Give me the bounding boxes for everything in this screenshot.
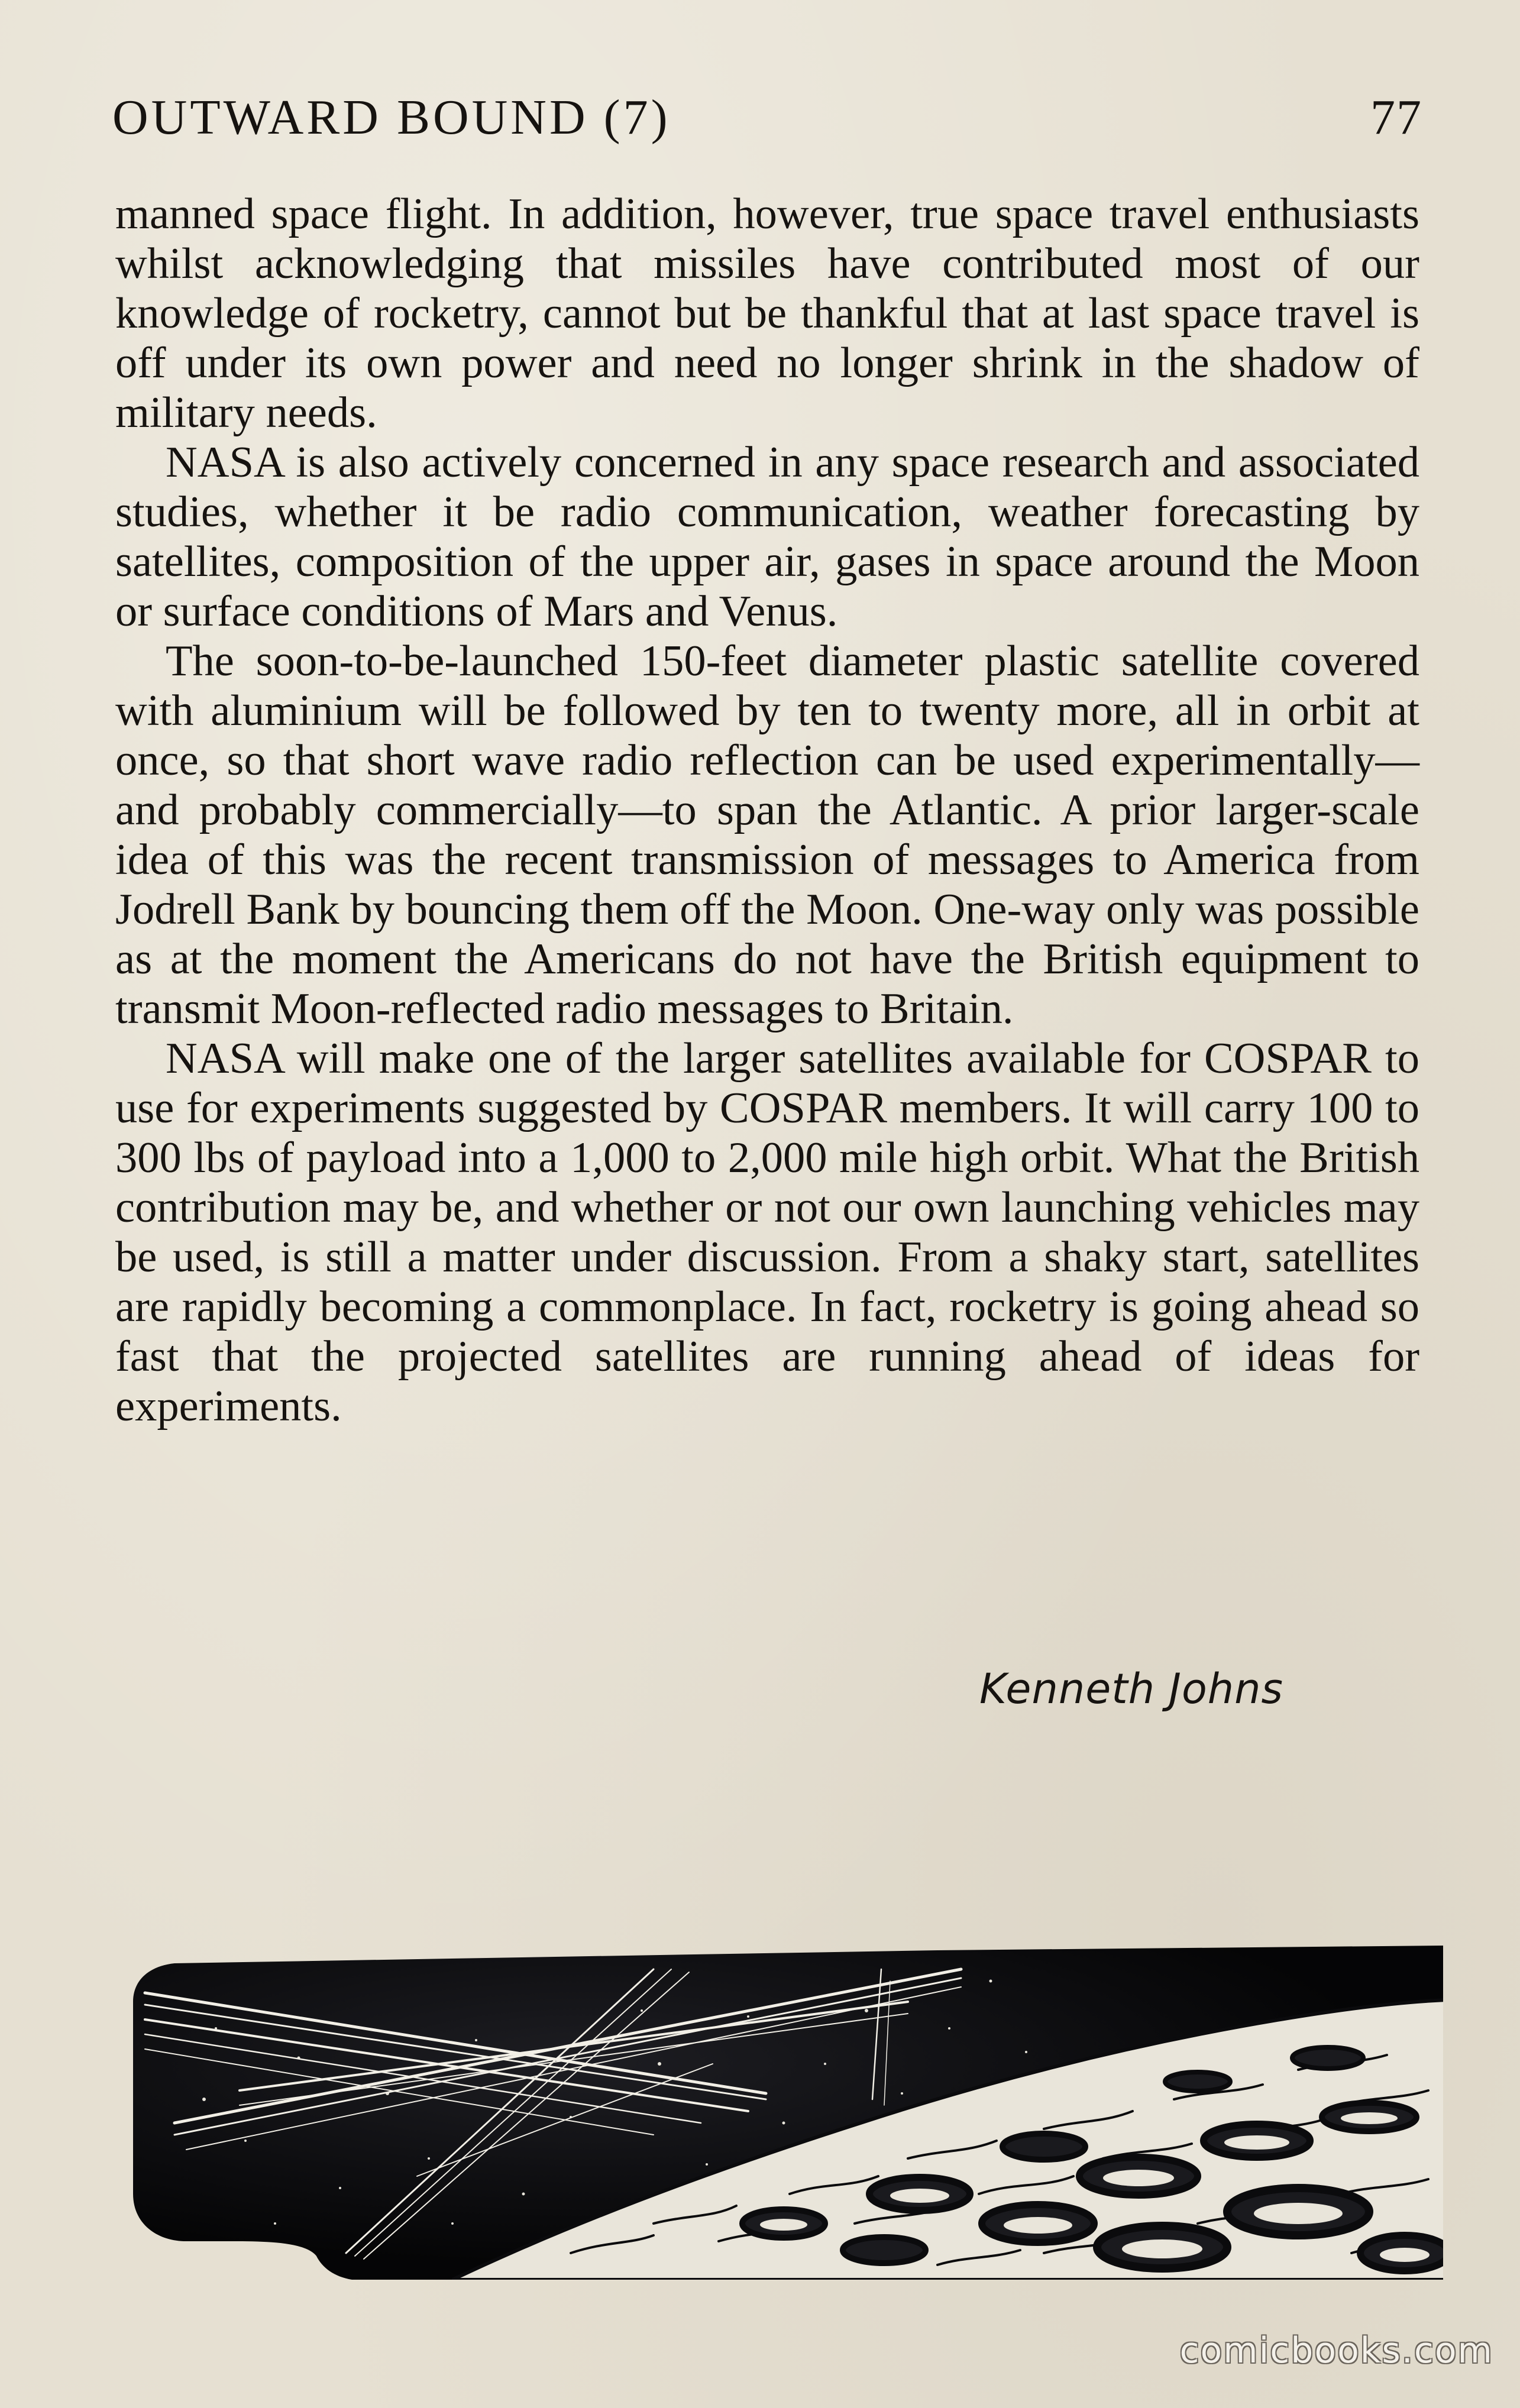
running-title: OUTWARD BOUND (7) bbox=[112, 90, 671, 145]
page-number: 77 bbox=[1370, 90, 1422, 145]
paragraph-2: NASA is also actively concerned in any space research and associated studies, whether it be radio communication, weather forecasting by satellites, composition of the upper air, gases in space around the Moon or surface conditions of Mars and Venus. bbox=[115, 438, 1419, 636]
watermark: comicbooks.com bbox=[1179, 2330, 1493, 2371]
lunar-surface-illustration bbox=[121, 1946, 1446, 2280]
paragraph-4: NASA will make one of the larger satellites available for COSPAR to use for experiments suggested by COSPAR members. It will carry 100 to 300 lbs of payload into a 1,000 to 2,000 mile high orbit. What the British contribution may be, and whether or not our own launching vehicles may be used, is still a matter under discussion. From a shaky start, satellites are rapidly becoming a commonplace. In fact, rocketry is going ahead so fast that the projected satellites are running ahead of ideas for experiments. bbox=[115, 1034, 1419, 1430]
paragraph-3: The soon-to-be-launched 150-feet diameter plastic satellite covered with aluminium will be followed by ten to twenty more, all in orbit at once, so that short wave radio reflection can be used experimentally—and probably commercially—to span the Atlantic. A prior larger-scale idea of this was the recent transmission of messages to America from Jodrell Bank by bouncing them off the Moon. One-way only was possible as at the moment the Americans do not have the British equipment to transmit Moon-reflected radio messages to Britain. bbox=[115, 637, 1419, 1033]
paragraph-1: manned space flight. In addition, however, true space travel enthusiasts whilst acknowledging that missiles have contributed most of our knowledge of rocketry, cannot but be thankful that at last space travel is off under its own power and need no longer shrink in the shadow of military needs. bbox=[115, 190, 1419, 437]
article-body bbox=[115, 189, 1419, 1431]
author-signature: Kenneth Johns bbox=[979, 1665, 1283, 1713]
running-head bbox=[112, 89, 1422, 154]
illustration-panel bbox=[121, 1946, 1446, 2280]
